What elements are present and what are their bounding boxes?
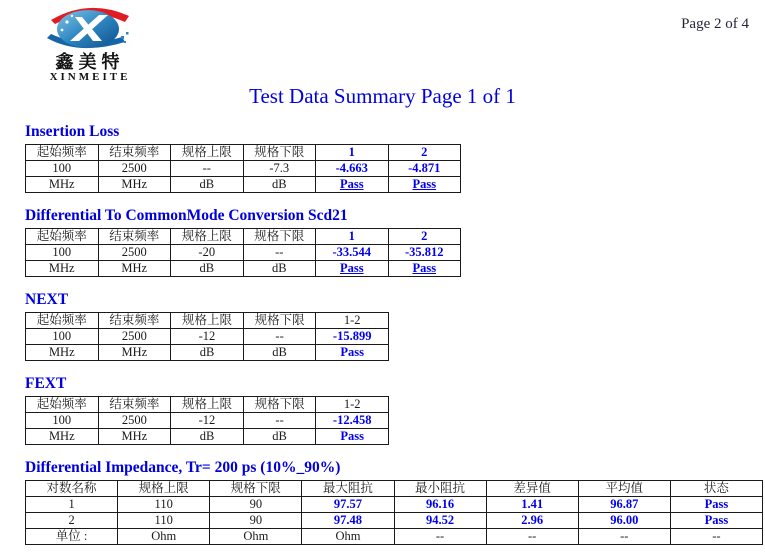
column-header: 最小阻抗 xyxy=(394,481,486,497)
table-cell: -4.871 xyxy=(388,161,461,177)
table-cell: Pass xyxy=(388,177,461,193)
table-cell: 97.57 xyxy=(302,497,394,513)
table-header-row xyxy=(26,481,763,497)
table-cell: Ohm xyxy=(302,529,394,545)
page-title: Test Data Summary Page 1 of 1 xyxy=(249,84,516,108)
table-cell: 1.41 xyxy=(486,497,578,513)
next-table xyxy=(25,312,389,361)
table-header-row xyxy=(26,313,389,329)
table-row xyxy=(26,413,389,429)
table-header-row xyxy=(26,145,461,161)
fext-table xyxy=(25,396,389,445)
table-cell: 2500 xyxy=(98,245,171,261)
column-header: 规格下限 xyxy=(243,313,316,329)
column-header: 规格上限 xyxy=(118,481,210,497)
table-cell: Ohm xyxy=(118,529,210,545)
table-cell: -7.3 xyxy=(243,161,316,177)
insertion-loss-table xyxy=(25,144,461,193)
column-header: 结束频率 xyxy=(98,145,171,161)
company-logo xyxy=(28,4,152,83)
table-cell: dB xyxy=(171,345,244,361)
table-cell: 96.87 xyxy=(578,497,670,513)
column-header: 2 xyxy=(388,145,461,161)
table-cell: 2.96 xyxy=(486,513,578,529)
column-header: 起始频率 xyxy=(26,313,99,329)
column-header: 规格上限 xyxy=(171,229,244,245)
table-cell: -- xyxy=(394,529,486,545)
table-cell: -4.663 xyxy=(316,161,389,177)
table-cell: 90 xyxy=(210,513,302,529)
table-cell: -35.812 xyxy=(388,245,461,261)
table-row xyxy=(26,177,461,193)
table-row xyxy=(26,429,389,445)
table-cell: -- xyxy=(670,529,762,545)
table-cell: 单位 : xyxy=(26,529,118,545)
table-cell: -20 xyxy=(171,245,244,261)
column-header: 平均值 xyxy=(578,481,670,497)
table-cell: MHz xyxy=(98,429,171,445)
table-cell: dB xyxy=(171,177,244,193)
column-header: 差异值 xyxy=(486,481,578,497)
table-cell: 96.00 xyxy=(578,513,670,529)
table-cell: dB xyxy=(243,345,316,361)
table-cell: MHz xyxy=(98,261,171,277)
column-header: 1 xyxy=(316,145,389,161)
table-header-row xyxy=(26,397,389,413)
column-header: 1 xyxy=(316,229,389,245)
table-row xyxy=(26,529,763,545)
table-cell: dB xyxy=(243,261,316,277)
table-cell: 2500 xyxy=(98,161,171,177)
table-cell: -- xyxy=(171,161,244,177)
column-header: 规格上限 xyxy=(171,145,244,161)
table-row xyxy=(26,513,763,529)
table-header-row xyxy=(26,229,461,245)
table-cell: 2500 xyxy=(98,329,171,345)
table-cell: Pass xyxy=(316,261,389,277)
section-differential-impedance xyxy=(25,459,765,545)
column-header: 1-2 xyxy=(316,313,389,329)
table-cell: dB xyxy=(171,261,244,277)
table-cell: -15.899 xyxy=(316,329,389,345)
table-row xyxy=(26,161,461,177)
table-cell: -33.544 xyxy=(316,245,389,261)
table-cell: Pass xyxy=(316,345,389,361)
section-insertion-loss xyxy=(25,123,765,193)
column-header: 起始频率 xyxy=(26,229,99,245)
table-cell: 90 xyxy=(210,497,302,513)
table-cell: 94.52 xyxy=(394,513,486,529)
table-cell: 96.16 xyxy=(394,497,486,513)
column-header: 规格下限 xyxy=(243,229,316,245)
table-cell: -12 xyxy=(171,329,244,345)
table-cell: 110 xyxy=(118,497,210,513)
table-cell: MHz xyxy=(98,177,171,193)
table-cell: MHz xyxy=(98,345,171,361)
table-cell: dB xyxy=(243,429,316,445)
table-cell: 1 xyxy=(26,497,118,513)
section-heading: NEXT xyxy=(25,291,69,308)
table-cell: -- xyxy=(578,529,670,545)
table-cell: -12.458 xyxy=(316,413,389,429)
table-cell: Ohm xyxy=(210,529,302,545)
column-header: 1-2 xyxy=(316,397,389,413)
table-cell: MHz xyxy=(26,261,99,277)
table-cell: -- xyxy=(243,413,316,429)
table-cell: dB xyxy=(243,177,316,193)
table-cell: 2500 xyxy=(98,413,171,429)
table-cell: 110 xyxy=(118,513,210,529)
column-header: 规格下限 xyxy=(243,397,316,413)
logo-chinese-text: 鑫美特 xyxy=(55,52,125,72)
table-cell: MHz xyxy=(26,429,99,445)
table-cell: Pass xyxy=(670,513,762,529)
table-cell: 100 xyxy=(26,329,99,345)
table-cell: MHz xyxy=(26,345,99,361)
page-number: Page 2 of 4 xyxy=(681,16,749,32)
column-header: 规格下限 xyxy=(210,481,302,497)
table-cell: 100 xyxy=(26,161,99,177)
column-header: 规格上限 xyxy=(171,397,244,413)
section-heading: Differential Impedance, Tr= 200 ps (10%_90%) xyxy=(25,459,341,476)
section-heading: Insertion Loss xyxy=(25,123,120,140)
table-cell: -- xyxy=(243,245,316,261)
page-header xyxy=(0,0,765,83)
column-header: 2 xyxy=(388,229,461,245)
section-next xyxy=(25,291,765,361)
column-header: 起始频率 xyxy=(26,397,99,413)
column-header: 结束频率 xyxy=(98,229,171,245)
column-header: 结束频率 xyxy=(98,313,171,329)
table-cell: MHz xyxy=(26,177,99,193)
column-header: 对数名称 xyxy=(26,481,118,497)
column-header: 最大阻抗 xyxy=(302,481,394,497)
table-cell: 2 xyxy=(26,513,118,529)
column-header: 起始频率 xyxy=(26,145,99,161)
column-header: 规格上限 xyxy=(171,313,244,329)
table-cell: Pass xyxy=(316,177,389,193)
scd21-table xyxy=(25,228,461,277)
table-cell: -- xyxy=(243,329,316,345)
table-cell: Pass xyxy=(316,429,389,445)
table-cell: 100 xyxy=(26,245,99,261)
logo-english-text: XINMEITE xyxy=(49,71,131,83)
table-row xyxy=(26,261,461,277)
table-row xyxy=(26,497,763,513)
section-heading: Differential To CommonMode Conversion Scd21 xyxy=(25,207,348,224)
table-cell: Pass xyxy=(670,497,762,513)
table-cell: Pass xyxy=(388,261,461,277)
table-cell: dB xyxy=(171,429,244,445)
table-row xyxy=(26,329,389,345)
table-row xyxy=(26,345,389,361)
table-row xyxy=(26,245,461,261)
differential-impedance-table xyxy=(25,480,763,545)
column-header: 结束频率 xyxy=(98,397,171,413)
table-cell: -12 xyxy=(171,413,244,429)
logo-emblem-icon xyxy=(29,4,151,54)
column-header: 规格下限 xyxy=(243,145,316,161)
table-cell: -- xyxy=(486,529,578,545)
section-fext xyxy=(25,375,765,445)
section-scd21 xyxy=(25,207,765,277)
section-heading: FEXT xyxy=(25,375,67,392)
table-cell: 100 xyxy=(26,413,99,429)
column-header: 状态 xyxy=(670,481,762,497)
table-cell: 97.48 xyxy=(302,513,394,529)
